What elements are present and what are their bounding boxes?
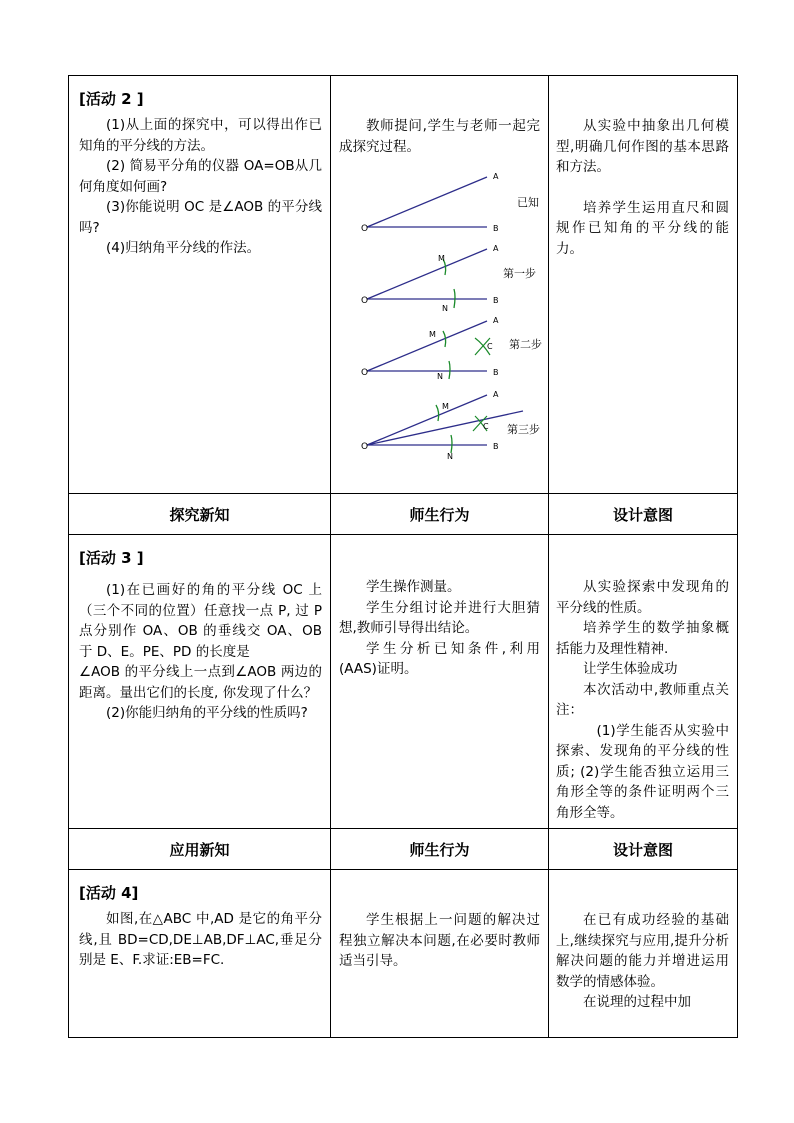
question-1-cont: ∠AOB 的平分线上一点到∠AOB 两边的距离。量出它们的长度, 你发现了什么？ <box>79 664 322 701</box>
lesson-plan-table <box>68 75 738 1038</box>
intent-text-3: 让学生体验成功 <box>583 661 678 677</box>
label-N: N <box>437 372 443 381</box>
header-design-intent: 设计意图 <box>549 494 738 535</box>
step-3 <box>361 390 540 461</box>
intent-text-1: 在已有成功经验的基础上,继续探究与应用,提升分析解决问题的能力并增进运用数学的情感体验。 <box>556 912 729 990</box>
label-N: N <box>447 452 453 461</box>
activity-4-intent <box>549 870 738 1038</box>
activity-title: [活动 2 ] <box>79 90 144 108</box>
label-A: A <box>493 316 499 325</box>
label-M: M <box>438 254 445 263</box>
activity-3-behavior <box>331 535 549 829</box>
header-explore-new-knowledge: 探究新知 <box>69 494 331 535</box>
label-A: A <box>493 172 499 181</box>
label-B: B <box>493 224 499 233</box>
label-M: M <box>429 330 436 339</box>
label-C: C <box>487 342 493 351</box>
activity-4-row <box>69 870 738 1038</box>
label-O: O <box>361 296 369 306</box>
behavior-text: 教师提问,学生与老师一起完成探究过程。 <box>339 118 540 155</box>
intent-text-1: 从实验探索中发现角的平分线的性质。 <box>556 579 729 616</box>
behavior-text-2: 学生分组讨论并进行大胆猜想,教师引导得出结论。 <box>339 599 540 636</box>
behavior-text-3: 学生分析已知条件,利用(AAS)证明。 <box>339 640 540 677</box>
activity-2-behavior <box>331 76 549 494</box>
angle-bisector-construction-diagram <box>359 165 549 465</box>
step-label-given: 已知 <box>517 196 539 209</box>
question-1: (1)从上面的探究中，可以得出作已知角的平分线的方法。 <box>79 117 322 154</box>
activity-2-row <box>69 76 738 494</box>
label-B: B <box>493 442 499 451</box>
label-B: B <box>493 368 499 377</box>
step-label-1: 第一步 <box>503 267 536 280</box>
label-M: M <box>442 402 449 411</box>
question-2: (2)你能归纳角的平分线的性质吗? <box>106 705 308 721</box>
intent-text-1: 从实验中抽象出几何模型,明确几何作图的基本思路和方法。 <box>556 118 729 175</box>
label-B: B <box>493 296 499 305</box>
activity-title: [活动 4] <box>79 884 139 902</box>
behavior-text-1: 学生操作测量。 <box>366 579 461 595</box>
activity-2-intent <box>549 76 738 494</box>
label-O: O <box>361 442 369 452</box>
label-O: O <box>361 224 369 234</box>
section-header-apply <box>69 829 738 870</box>
header-teacher-student-behavior: 师生行为 <box>331 829 549 870</box>
question-2: (2) 简易平分角的仪器 OA=OB从几何角度如何画? <box>79 158 322 195</box>
question-4: (4)归纳角平分线的作法。 <box>106 240 261 256</box>
step-2 <box>361 316 542 381</box>
intent-text-4: 本次活动中,教师重点关注： <box>556 681 729 718</box>
label-A: A <box>493 390 499 399</box>
intent-text-2: 培养学生的数学抽象概括能力及理性精神. <box>556 620 729 657</box>
label-A: A <box>493 244 499 253</box>
behavior-text: 学生根据上一问题的解决过程独立解决本问题,在必要时教师适当引导。 <box>339 912 540 969</box>
activity-3-intent <box>549 535 738 829</box>
intent-text-2: 培养学生运用直尺和圆规作已知角的平分线的能力。 <box>556 199 729 257</box>
activity-3-row <box>69 535 738 829</box>
question-1: (1)在已画好的角的平分线 OC 上（三个不同的位置）任意找一点 P, 过 P 点分别作 OA、OB 的垂线交 OA、OB 于 D、E。PE、PD 的长度是 <box>79 582 322 660</box>
problem-text: 如图,在△ABC 中,AD 是它的角平分线,且 BD=CD,DE⊥AB,DF⊥AC,垂足分别是 E、F.求证:EB=FC. <box>79 911 322 968</box>
activity-2-content <box>69 76 331 494</box>
header-design-intent: 设计意图 <box>549 829 738 870</box>
step-label-2: 第二步 <box>509 338 542 351</box>
header-apply-new-knowledge: 应用新知 <box>69 829 331 870</box>
label-O: O <box>361 368 369 378</box>
intent-text-2: 在说理的过程中加 <box>583 994 691 1010</box>
header-teacher-student-behavior: 师生行为 <box>331 494 549 535</box>
step-given <box>361 172 539 234</box>
step-1 <box>361 244 536 313</box>
intent-text-5: (1)学生能否从实验中探索、发现角的平分线的性质; (2)学生能否独立运用三角形全等的条件证明两个三角形全等。 <box>556 722 729 821</box>
question-3: (3)你能说明 OC 是∠AOB 的平分线吗? <box>79 199 322 236</box>
activity-4-behavior <box>331 870 549 1038</box>
section-header-explore <box>69 494 738 535</box>
label-C: C <box>483 422 489 431</box>
label-N: N <box>442 304 448 313</box>
activity-4-content <box>69 870 331 1038</box>
activity-3-content <box>69 535 331 829</box>
activity-title: [活动 3 ] <box>79 549 144 567</box>
step-label-3: 第三步 <box>507 423 540 436</box>
